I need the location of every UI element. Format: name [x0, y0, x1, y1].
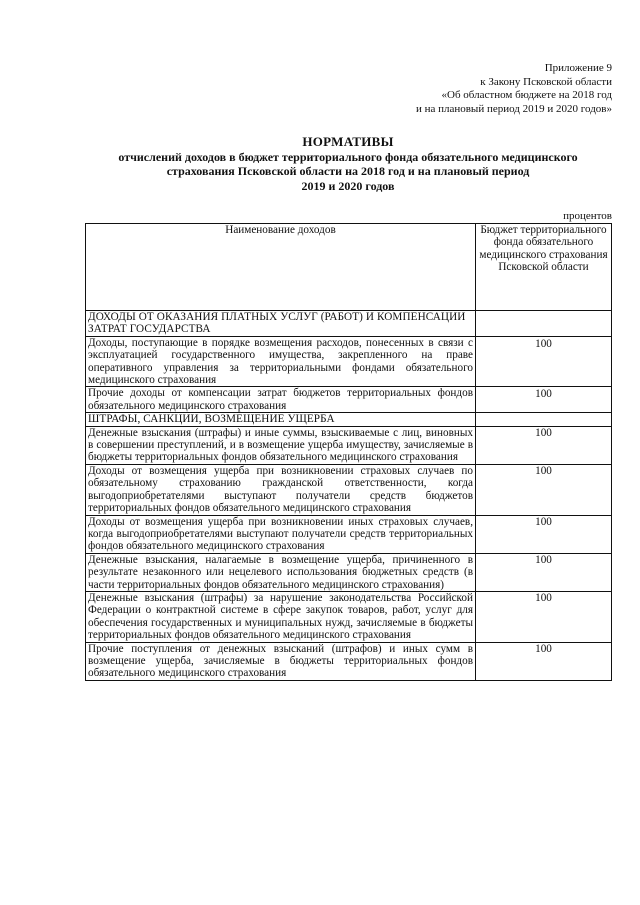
- norms-table: [85, 223, 612, 681]
- norm-value: 100: [476, 515, 612, 553]
- table-row: [86, 553, 612, 591]
- section-row: [86, 311, 612, 337]
- title-line: отчислений доходов в бюджет территориального фонда обязательного медицинского: [118, 149, 578, 164]
- norm-value: 100: [476, 426, 612, 464]
- table-body: [86, 311, 612, 681]
- section-title: ШТРАФЫ, САНКЦИИ, ВОЗМЕЩЕНИЕ УЩЕРБА: [86, 413, 476, 426]
- norm-value: [476, 311, 612, 337]
- table-row: [86, 387, 612, 413]
- table-row: [86, 515, 612, 553]
- income-name: Денежные взыскания, налагаемые в возмещение ущерба, причиненного в результате незаконного или нецелевого использования бюджетных средств (в части территориальных фондов обязательного медицинского страхования): [86, 553, 476, 591]
- table-row: [86, 591, 612, 642]
- table-row: [86, 464, 612, 515]
- norm-value: 100: [476, 464, 612, 515]
- norm-value: 100: [476, 553, 612, 591]
- income-name: Доходы от возмещения ущерба при возникновении страховых случаев по обязательному страхованию гражданской ответственности, когда выгодоприобретателями выступают получатели средств бюджетов территориальных фондов обязательного медицинского страхования: [86, 464, 476, 515]
- table-row: [86, 426, 612, 464]
- appendix-line: «Об областном бюджете на 2018 год: [441, 89, 612, 102]
- norm-value: 100: [476, 642, 612, 680]
- income-name: Доходы, поступающие в порядке возмещения расходов, понесенных в связи с эксплуатацией государственного имущества, закрепленного на праве оперативного управления за территориальными фондами обязательного медицинского страхования: [86, 336, 476, 387]
- appendix-line: к Закону Псковской области: [480, 75, 612, 88]
- norm-value: 100: [476, 591, 612, 642]
- units-label: процентов: [563, 210, 612, 222]
- section-title: ДОХОДЫ ОТ ОКАЗАНИЯ ПЛАТНЫХ УСЛУГ (РАБОТ) И КОМПЕНСАЦИИ ЗАТРАТ ГОСУДАРСТВА: [86, 311, 476, 337]
- income-name: Прочие поступления от денежных взысканий (штрафов) и иных сумм в возмещение ущерба, зачисляемые в бюджеты территориальных фондов обязательного медицинского страхования: [86, 642, 476, 680]
- income-name: Денежные взыскания (штрафы) за нарушение законодательства Российской Федерации о контрактной системе в сфере закупок товаров, работ, услуг для обеспечения государственных и муниципальных нужд, зачисляемые в бюджеты территориальных фондов обязательного медицинского страхования: [86, 591, 476, 642]
- title-line: страхования Псковской области на 2018 год и на плановый период: [166, 164, 530, 178]
- document-title: [60, 135, 636, 193]
- appendix-reference: [416, 62, 612, 116]
- appendix-line: Приложение 9: [544, 62, 612, 74]
- appendix-line: и на плановый период 2019 и 2020 годов»: [415, 102, 612, 115]
- section-row: [86, 413, 612, 426]
- table-row: [86, 336, 612, 387]
- norm-value: [476, 413, 612, 426]
- norm-value: 100: [476, 387, 612, 413]
- header-income-name: Наименование доходов: [86, 224, 476, 311]
- table-row: [86, 642, 612, 680]
- income-name: Денежные взыскания (штрафы) и иные суммы, взыскиваемые с лиц, виновных в совершении преступлений, и в возмещение ущерба имуществу, зачисляемые в бюджеты территориальных фондов обязательного медицинского страхования: [86, 426, 476, 464]
- norm-value: 100: [476, 336, 612, 387]
- title-line: 2019 и 2020 годов: [301, 178, 395, 193]
- income-name: Прочие доходы от компенсации затрат бюджетов территориальных фондов обязательного медицинского страхования: [86, 387, 476, 413]
- table-header-row: [86, 224, 612, 311]
- header-budget: Бюджет территориального фонда обязательного медицинского страхования Псковской области: [476, 224, 612, 311]
- income-name: Доходы от возмещения ущерба при возникновении иных страховых случаев, когда выгодоприобретателями выступают получатели средств территориальных фондов обязательного медицинского страхования: [86, 515, 476, 553]
- title-main: НОРМАТИВЫ: [302, 134, 394, 149]
